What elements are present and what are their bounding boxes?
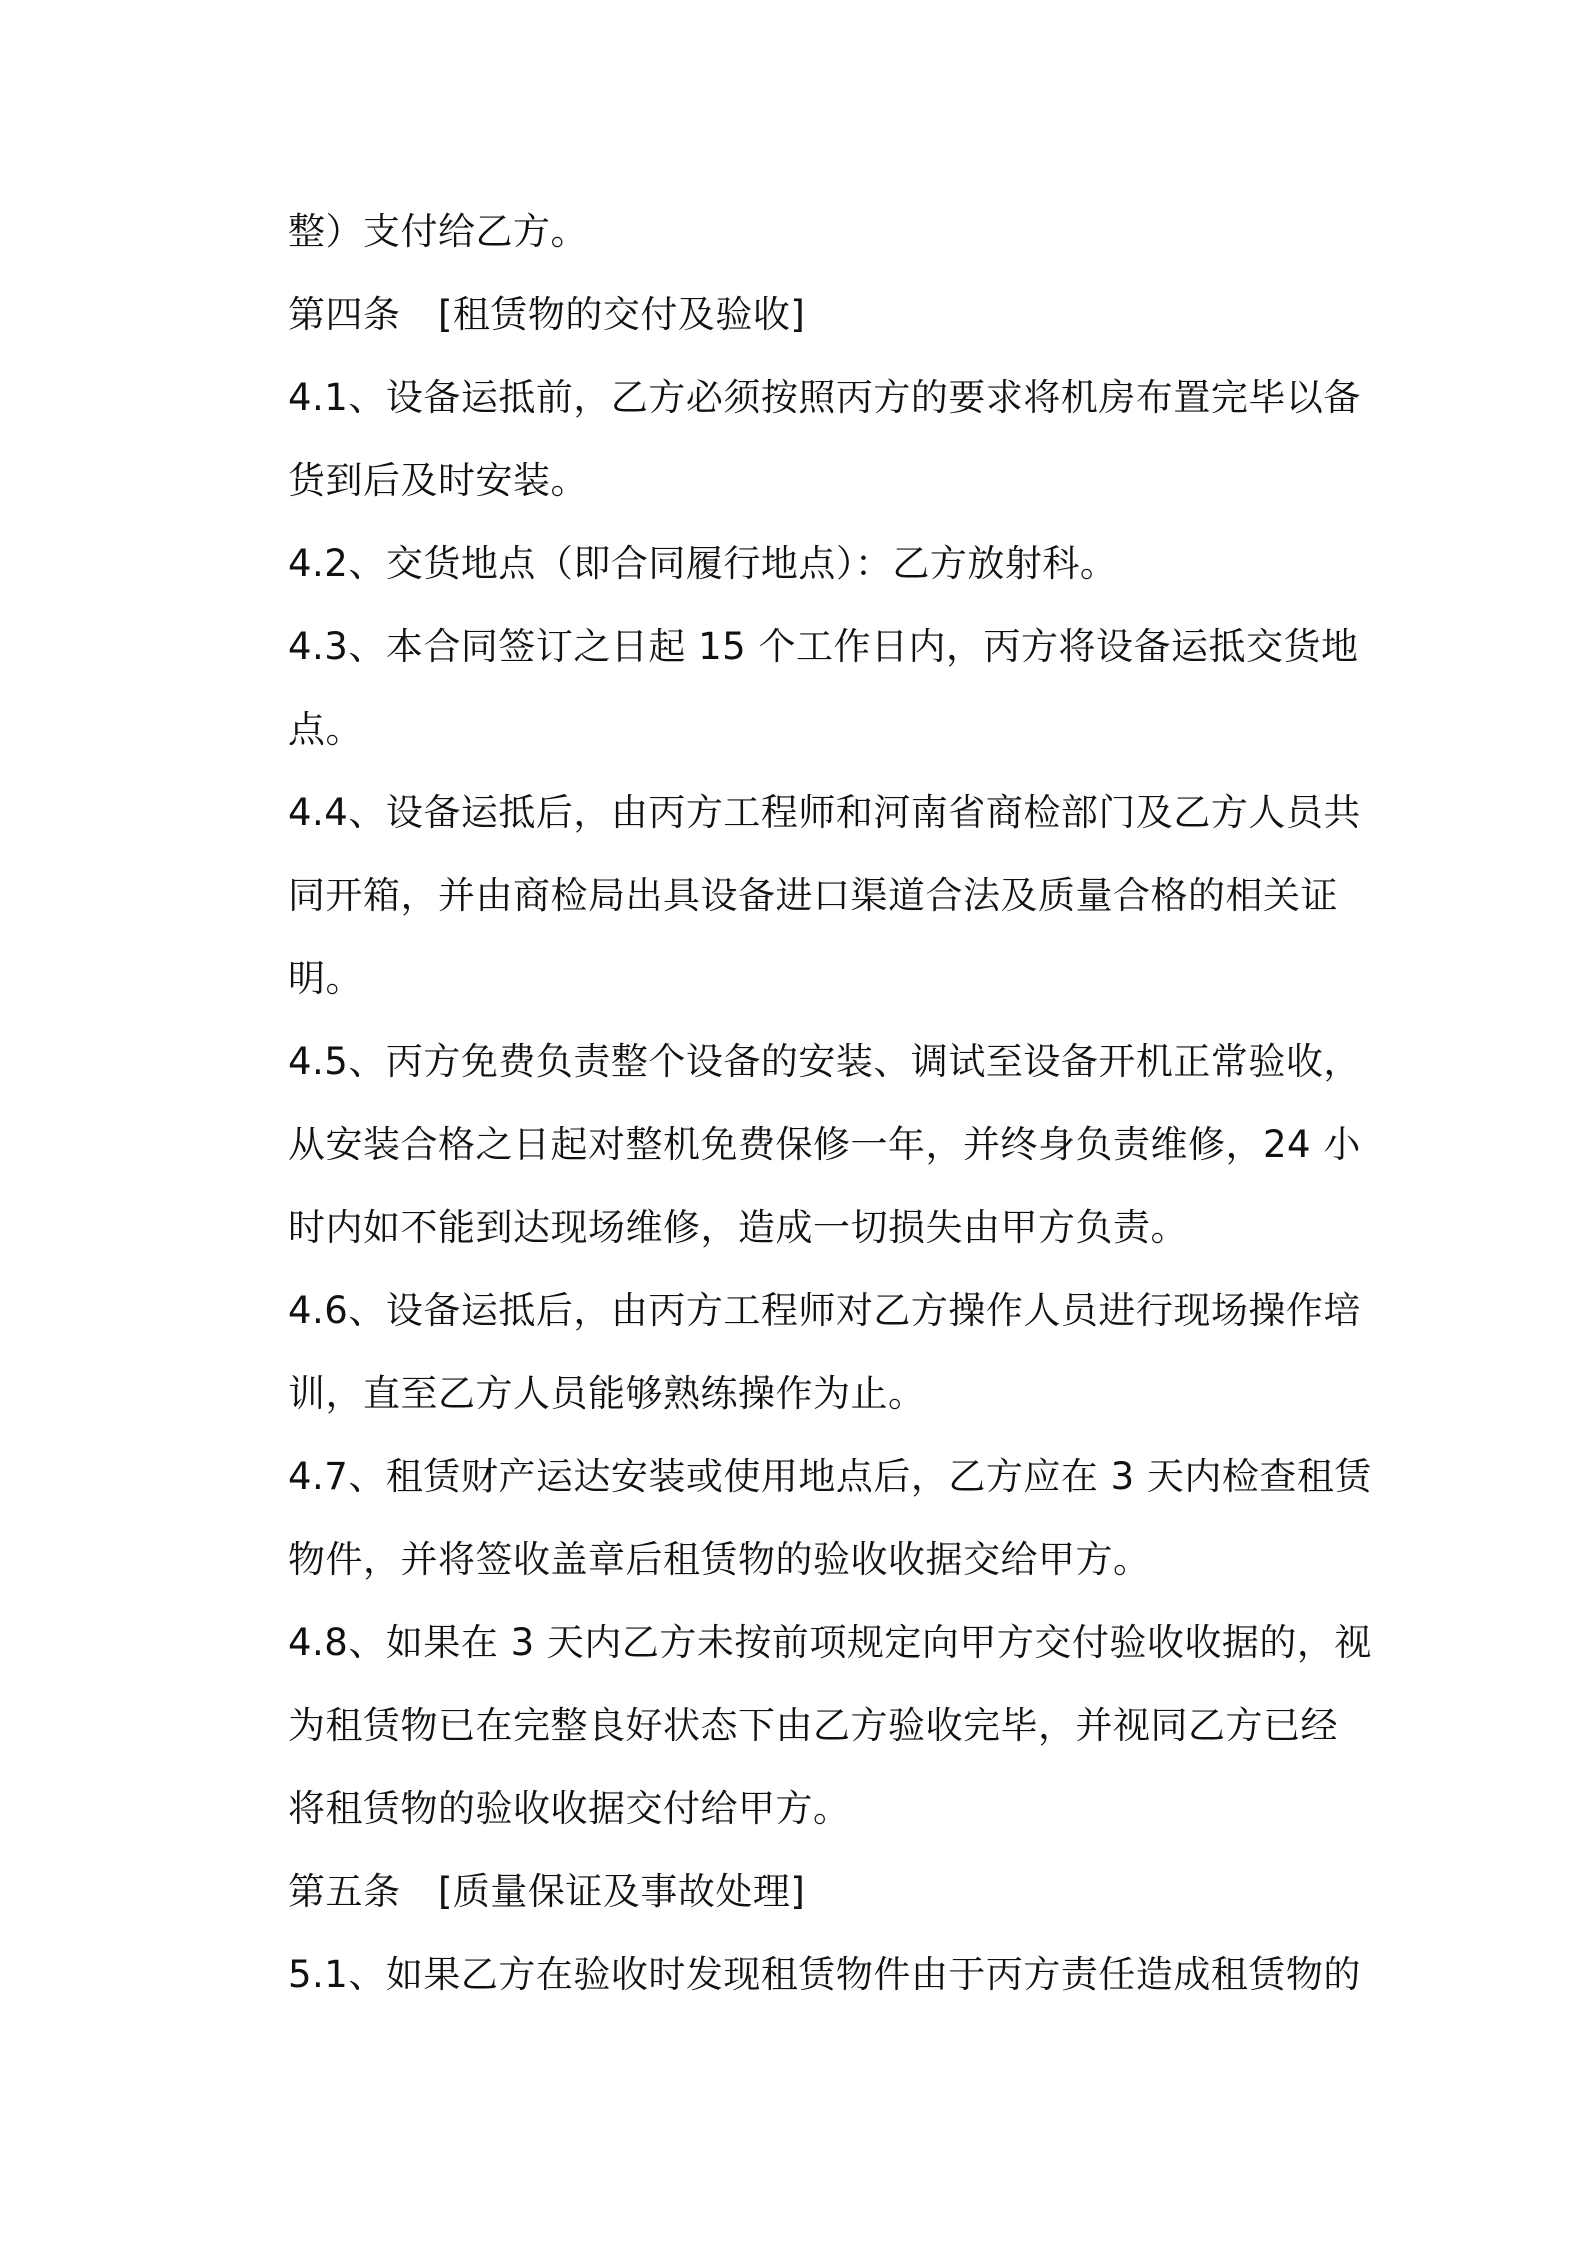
article-heading-4: 第四条 [租赁物的交付及验收] bbox=[288, 293, 806, 336]
text-line: 货到后及时安装。 bbox=[288, 459, 588, 502]
text-line: 4.6、设备运抵后，由丙方工程师对乙方操作人员进行现场操作培 bbox=[288, 1289, 1361, 1332]
text-line: 明。 bbox=[288, 957, 363, 1000]
text-line: 同开箱，并由商检局出具设备进口渠道合法及质量合格的相关证 bbox=[288, 874, 1338, 917]
text-line: 时内如不能到达现场维修，造成一切损失由甲方负责。 bbox=[288, 1206, 1188, 1249]
text-line: 5.1、如果乙方在验收时发现租赁物件由于丙方责任造成租赁物的 bbox=[288, 1953, 1361, 1996]
text-line: 将租赁物的验收收据交付给甲方。 bbox=[288, 1787, 851, 1830]
text-line: 点。 bbox=[288, 708, 363, 751]
text-line: 4.3、本合同签订之日起 15 个工作日内，丙方将设备运抵交货地 bbox=[288, 625, 1359, 668]
text-line: 4.8、如果在 3 天内乙方未按前项规定向甲方交付验收收据的，视 bbox=[288, 1621, 1372, 1664]
text-line: 整）支付给乙方。 bbox=[288, 210, 588, 253]
contract-text bbox=[288, 190, 1372, 2016]
text-line: 物件，并将签收盖章后租赁物的验收收据交给甲方。 bbox=[288, 1538, 1151, 1581]
text-line: 4.5、丙方免费负责整个设备的安装、调试至设备开机正常验收， bbox=[288, 1040, 1361, 1083]
text-line: 4.4、设备运抵后，由丙方工程师和河南省商检部门及乙方人员共 bbox=[288, 791, 1361, 834]
text-line: 从安装合格之日起对整机免费保修一年，并终身负责维修，24 小 bbox=[288, 1123, 1361, 1166]
text-line: 4.1、设备运抵前，乙方必须按照丙方的要求将机房布置完毕以备 bbox=[288, 376, 1361, 419]
text-line: 训，直至乙方人员能够熟练操作为止。 bbox=[288, 1372, 926, 1415]
text-line: 4.2、交货地点（即合同履行地点）：乙方放射科。 bbox=[288, 542, 1118, 585]
text-line: 4.7、租赁财产运达安装或使用地点后，乙方应在 3 天内检查租赁 bbox=[288, 1455, 1372, 1498]
article-heading-5: 第五条 [质量保证及事故处理] bbox=[288, 1870, 806, 1913]
text-line: 为租赁物已在完整良好状态下由乙方验收完毕，并视同乙方已经 bbox=[288, 1704, 1338, 1747]
